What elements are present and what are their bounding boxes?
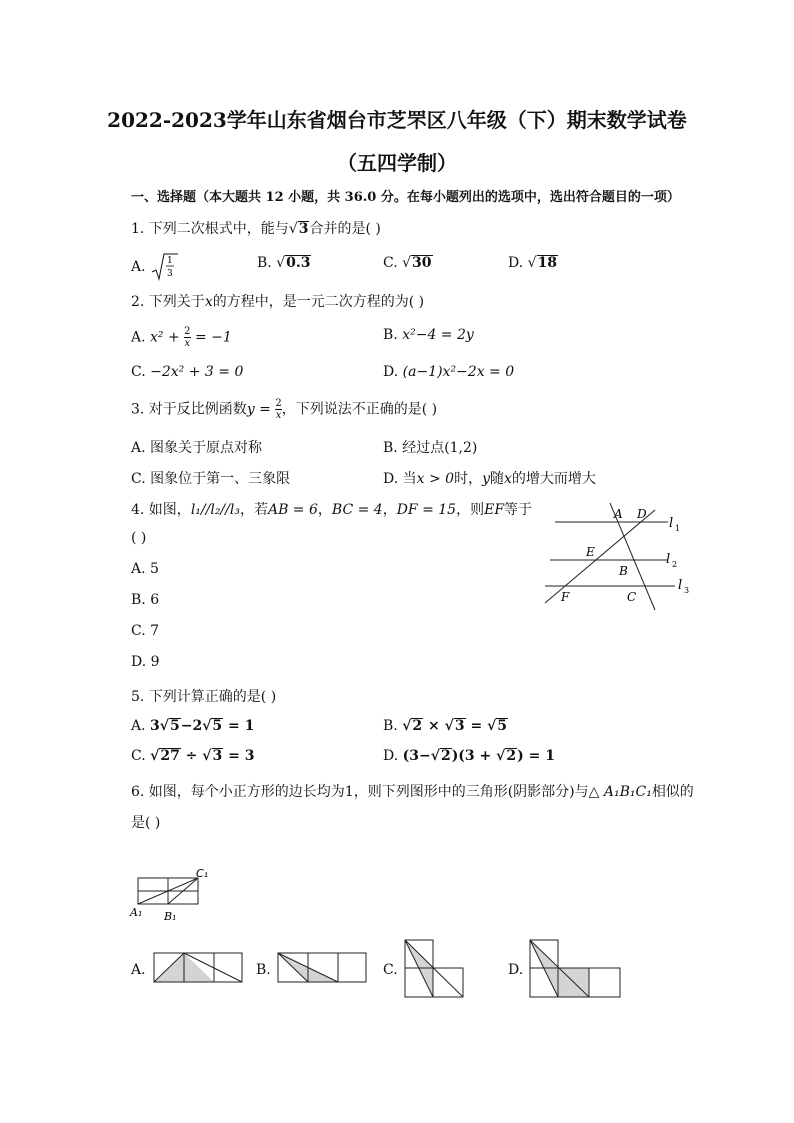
q2-a-label: A. — [131, 329, 146, 346]
q5-b-label: B. — [383, 718, 398, 734]
exam-subtitle: （五四学制） — [337, 151, 457, 175]
q1-c-label: C. — [383, 255, 398, 271]
q1-d-arg: 18 — [537, 255, 558, 271]
q5-a-label: A. — [131, 718, 146, 734]
q1-a-den: 3 — [167, 269, 173, 279]
q5-d-label: D. — [383, 748, 399, 764]
q1-option-b: B. √0.3 — [257, 255, 311, 271]
q4-ab: AB = 6 — [267, 502, 318, 518]
section-heading: 一、选择题（本大题共 12 小题，共 36.0 分。在每小题列出的选项中，选出符合题目的一项） — [131, 190, 680, 205]
q2-b-math: x²−4 = 2y — [402, 327, 474, 343]
question-6-stem — [131, 781, 694, 801]
q1-c-arg: 30 — [412, 255, 432, 271]
q4-ef: EF — [484, 502, 505, 518]
q6-option-c-label: C. — [383, 962, 398, 978]
q3-option-c: C. 图象位于第一、三象限 — [131, 471, 291, 487]
label-a1: A₁ — [130, 906, 143, 919]
q1-b-label: B. — [257, 255, 272, 271]
q4-option-a: A. 5 — [131, 561, 159, 577]
q4-paren: ( ) — [131, 530, 147, 546]
q3-num: 2 — [275, 398, 282, 409]
q2-option-d — [383, 364, 514, 380]
q1-option-a — [131, 252, 180, 282]
q2-d-math: (a−1)x²−2x = 0 — [402, 364, 515, 380]
q6-option-c-figure — [402, 937, 466, 1001]
q3-option-b: B. 经过点(1,2) — [383, 440, 478, 456]
q6-option-d-label: D. — [508, 962, 524, 978]
q3-d-b: 时， — [454, 471, 483, 487]
question-4-stem: 4. 如图，l₁//l₂//l₃，若AB = 6，BC = 4，DF = 15，则EF等于 — [131, 502, 533, 518]
q3-d-x: x — [504, 471, 512, 487]
q2-a-math1: x² + — [150, 329, 185, 346]
label-d: D — [637, 507, 647, 521]
q4-option-b: B. 6 — [131, 592, 160, 608]
question-1-stem — [131, 218, 381, 238]
q4-bc: BC = 4 — [331, 502, 383, 518]
q2-stem-b: 的方程中，是一元二次方程的为( ) — [212, 294, 425, 310]
label-l2: l — [666, 552, 671, 567]
q4-stem-d: 等于 — [504, 502, 533, 518]
q5-option-c: C. √27 ÷ √3 = 3 — [131, 748, 255, 764]
q5-c-label: C. — [131, 748, 146, 764]
q4-stem-c: ，则 — [456, 502, 485, 518]
q5-option-a: A. 3√5−2√5 = 1 — [131, 718, 255, 734]
q4-lines: l₁//l₂//l₃ — [190, 502, 240, 518]
q6-stem-a: 6. 如图，每个小正方形的边长均为1，则下列图形中的三角形(阴影部分)与 — [131, 784, 589, 800]
q6-option-a-figure — [151, 950, 245, 986]
q6-stem-b: 相似的 — [651, 784, 694, 800]
q4-stem-a: 4. 如图， — [131, 502, 191, 518]
q2-option-b — [383, 327, 474, 343]
q2-var: x — [204, 294, 213, 310]
label-a: A — [614, 507, 623, 521]
q2-a-math2: = −1 — [190, 329, 232, 346]
label-c1: C₁ — [196, 867, 209, 880]
question-5-stem: 5. 下列计算正确的是( ) — [131, 689, 277, 705]
q5-option-b: B. √2 × √3 = √5 — [383, 718, 508, 734]
q1-stem-pre: 1. 下列二次根式中，能与 — [131, 221, 289, 237]
q2-d-label: D. — [383, 364, 399, 380]
q1-option-c: C. √30 — [383, 255, 432, 271]
question-2-stem — [131, 291, 424, 311]
label-l1: l — [669, 516, 674, 531]
q4-option-c: C. 7 — [131, 623, 160, 639]
q3-d-a: D. 当 — [383, 471, 417, 487]
q6-option-b-label: B. — [256, 962, 271, 978]
q3-option-d — [383, 468, 596, 488]
q1-a-label: A. — [131, 259, 146, 275]
q4-figure — [540, 500, 700, 615]
q3-stem-b: ，下列说法不正确的是( ) — [281, 401, 438, 418]
label-l3: l — [678, 578, 683, 593]
q6-option-d-figure — [527, 937, 623, 1001]
q6-triangle: △ A₁B₁C₁ — [588, 784, 652, 800]
q3-y-eq: y = — [246, 401, 276, 418]
q1-sqrt: √3 — [288, 221, 309, 237]
q2-b-label: B. — [383, 327, 398, 343]
q3-d-math: x > 0 — [416, 471, 455, 487]
q2-c-label: C. — [131, 364, 146, 380]
q6-reference-figure — [128, 866, 218, 926]
exam-title: 2022-2023学年山东省烟台市芝罘区八年级（下）期末数学试卷 — [107, 108, 687, 132]
q3-d-c: 随 — [490, 471, 504, 487]
q3-stem-a: 3. 对于反比例函数 — [131, 401, 247, 418]
q1-b-arg: 0.3 — [286, 255, 311, 271]
label-l3-sub: 3 — [684, 586, 690, 595]
q1-stem-post: 合并的是( ) — [309, 221, 381, 237]
q2-a-den: x — [184, 338, 191, 349]
q1-d-label: D. — [508, 255, 524, 271]
q4-option-d: D. 9 — [131, 654, 160, 670]
q2-a-num: 2 — [184, 326, 191, 337]
q1-a-sqrt-fraction — [150, 252, 180, 282]
q3-option-a: A. 图象关于原点对称 — [131, 440, 263, 456]
q2-option-a — [131, 326, 232, 349]
q1-sqrt-arg: 3 — [298, 221, 309, 237]
label-l1-sub: 1 — [675, 524, 681, 533]
label-e: E — [586, 545, 595, 559]
q2-stem-a: 2. 下列关于 — [131, 294, 205, 310]
label-b: B — [619, 564, 628, 578]
question-3-stem — [131, 398, 437, 421]
q1-option-d: D. √18 — [508, 255, 558, 271]
q6-option-b-figure — [275, 950, 369, 986]
q2-c-math: −2x² + 3 = 0 — [150, 364, 244, 380]
q6-option-a-label: A. — [131, 962, 146, 978]
q4-stem-b: ，若 — [239, 502, 268, 518]
label-b1: B₁ — [164, 910, 177, 923]
q4-df: DF = 15 — [396, 502, 457, 518]
q6-stem-c: 是( ) — [131, 815, 161, 831]
q3-den: x — [275, 410, 282, 421]
q5-option-d: D. (3−√2)(3 + √2) = 1 — [383, 748, 555, 764]
label-f: F — [561, 590, 570, 604]
q2-option-c — [131, 364, 243, 380]
label-l2-sub: 2 — [672, 560, 678, 569]
q3-d-d: 的增大而增大 — [511, 471, 596, 487]
q1-a-num: 1 — [167, 256, 173, 266]
label-c: C — [627, 590, 637, 604]
q3-d-y: y — [482, 471, 490, 487]
